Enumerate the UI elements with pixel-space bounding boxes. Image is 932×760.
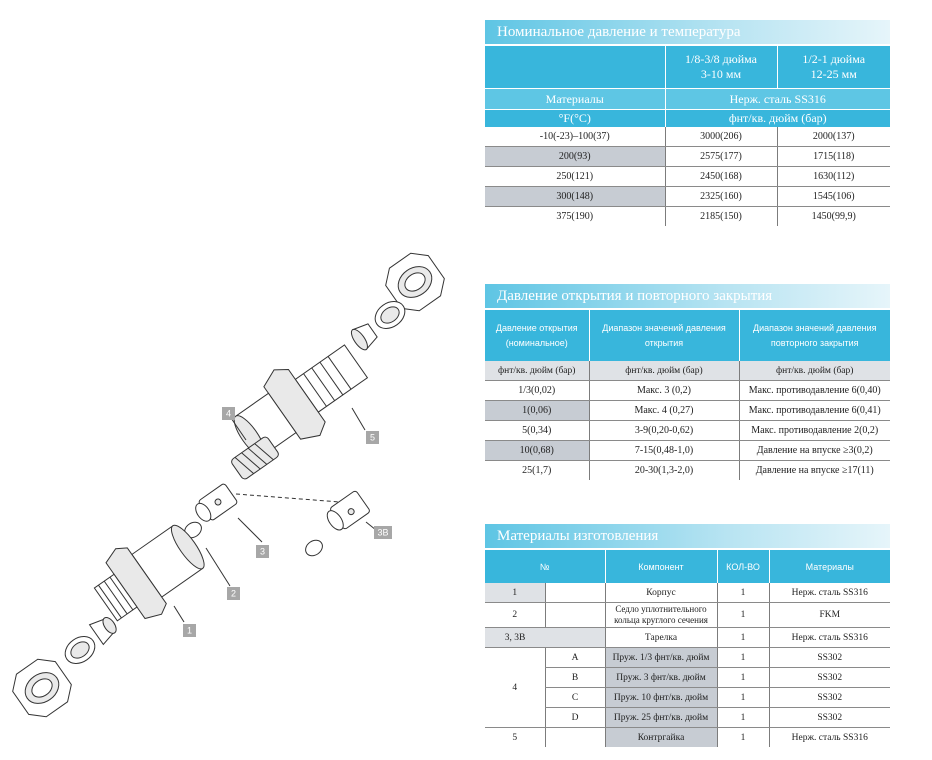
callout-1 — [183, 624, 196, 637]
table-row: 2 Седло уплотнительного кольца круглого сечения 1 FKM — [485, 603, 890, 628]
component-header: Компонент — [605, 550, 717, 583]
table-row: 1(0,06) Макс. 4 (0,27) Макс. противодавление 6(0,41) — [485, 401, 890, 421]
reseal-range-header: Диапазон значений давления повторного закрытия — [739, 310, 890, 361]
unit-cell: фнт/кв. дюйм (бар) — [739, 361, 890, 381]
temp-label: °F(°C) — [485, 110, 665, 128]
table-row: B Пруж. 3 фнт/кв. дюйм 1 SS302 — [485, 668, 890, 688]
table-row: 10(0,68) 7-15(0,48-1,0) Давление на впуске ≥3(0,2) — [485, 441, 890, 461]
table-row: 300(148) 2325(160) 1545(106) — [485, 187, 890, 207]
table-row: 200(93) 2575(177) 1715(118) — [485, 147, 890, 167]
poppet-part-3 — [191, 483, 238, 526]
o-ring-3b — [303, 537, 326, 559]
table-row: 1/3(0,02) Макс. 3 (0,2) Макс. противодавление 6(0,40) — [485, 381, 890, 401]
cracking-title: Давление открытия и повторного закрытия — [485, 284, 890, 308]
table-row: 5 Контргайка 1 Нерж. сталь SS316 — [485, 728, 890, 748]
bottom-ferrule-back — [60, 631, 100, 669]
nominal-header: Давление открытия (номинальное) — [485, 310, 589, 361]
open-range-header: Диапазон значений давления открытия — [589, 310, 739, 361]
table-row: 375(190) 2185(150) 1450(99,9) — [485, 207, 890, 227]
blank-header-cell — [485, 46, 665, 89]
callout-2 — [227, 587, 240, 600]
table-row: 1 Корпус 1 Нерж. сталь SS316 — [485, 583, 890, 603]
pressure-temp-table — [485, 46, 890, 226]
table-row: 250(121) 2450(168) 1630(112) — [485, 167, 890, 187]
svg-text:4: 4 — [225, 408, 232, 419]
table-row: 3, 3B Тарелка 1 Нерж. сталь SS316 — [485, 628, 890, 648]
svg-text:5: 5 — [369, 432, 376, 443]
exploded-view-diagram — [0, 240, 470, 760]
callout-5 — [366, 431, 379, 444]
callout-4 — [222, 407, 235, 420]
table-row: D Пруж. 25 фнт/кв. дюйм 1 SS302 — [485, 708, 890, 728]
svg-text:3B: 3B — [377, 527, 389, 538]
svg-text:2: 2 — [230, 588, 237, 599]
top-ferrule-front — [348, 321, 379, 353]
size-a-header: 1/8-3/8 дюйма 3-10 мм — [665, 46, 777, 89]
unit-cell: фнт/кв. дюйм (бар) — [589, 361, 739, 381]
materials-title: Материалы изготовления — [485, 524, 890, 548]
pressure-temp-title: Номинальное давление и температура — [485, 20, 890, 44]
poppet-part-3b — [323, 490, 371, 534]
callout-3b — [374, 526, 392, 539]
callout-3 — [256, 545, 269, 558]
bottom-nut — [6, 652, 78, 724]
materials-label: Материалы — [485, 89, 665, 110]
unit-cell: фнт/кв. дюйм (бар) — [485, 361, 589, 381]
table-row: C Пруж. 10 фнт/кв. дюйм 1 SS302 — [485, 688, 890, 708]
unit-label: фнт/кв. дюйм (бар) — [665, 110, 890, 128]
material-header: Материалы — [769, 550, 890, 583]
material-value: Нерж. сталь SS316 — [665, 89, 890, 110]
materials-table — [485, 550, 890, 747]
svg-text:3: 3 — [259, 546, 266, 557]
table-row: -10(-23)–100(37) 3000(206) 2000(137) — [485, 127, 890, 147]
table-row: 4 A Пруж. 1/3 фнт/кв. дюйм 1 SS302 — [485, 648, 890, 668]
qty-header: КОЛ-ВО — [717, 550, 769, 583]
cracking-table — [485, 310, 890, 480]
table-row: 5(0,34) 3-9(0,20-0,62) Макс. противодавление 2(0,2) — [485, 421, 890, 441]
size-b-header: 1/2-1 дюйма 12-25 мм — [777, 46, 890, 89]
table-row: 25(1,7) 20-30(1,3-2,0) Давление на впуске ≥17(11) — [485, 461, 890, 481]
svg-text:1: 1 — [186, 625, 193, 636]
number-header: № — [485, 550, 605, 583]
